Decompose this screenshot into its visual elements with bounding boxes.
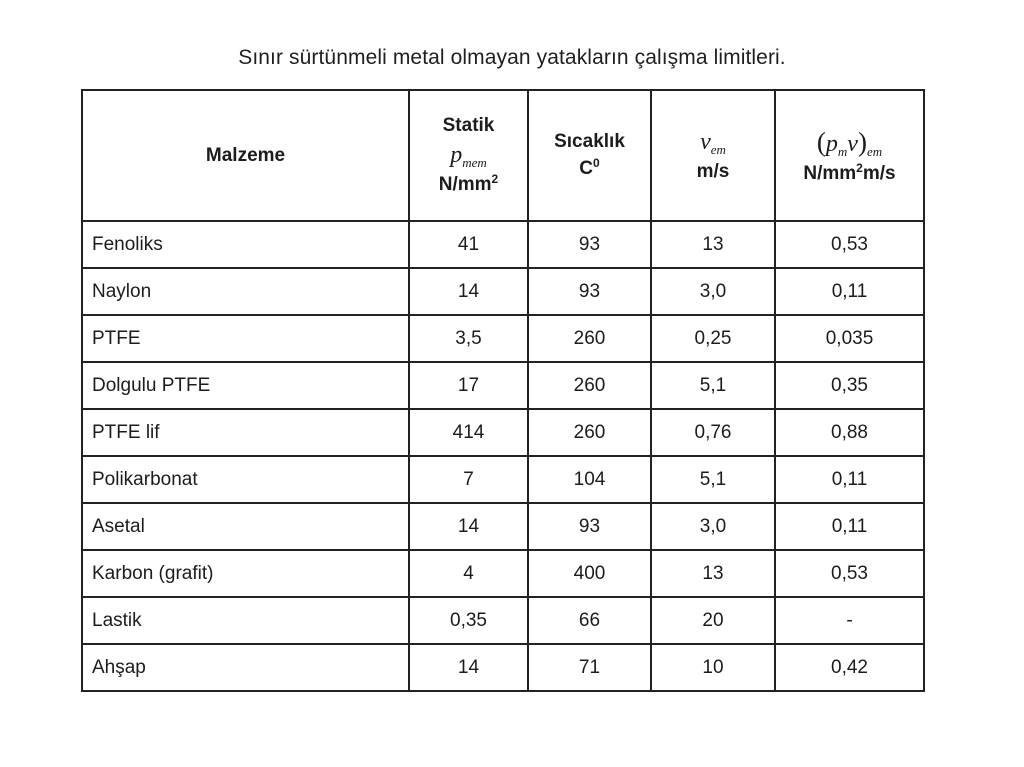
header-velocity-symbol — [652, 126, 774, 159]
cell-material: Ahşap — [82, 644, 409, 691]
table-row — [82, 644, 924, 691]
cell-material: PTFE lif — [82, 409, 409, 456]
temperature-unit: C — [579, 158, 594, 179]
table-row — [82, 409, 924, 456]
pv-symbol-p-sub: m — [837, 143, 848, 159]
table-row — [82, 221, 924, 268]
cell-pv: 0,53 — [775, 221, 924, 268]
cell-velocity: 13 — [651, 221, 775, 268]
cell-temperature: 260 — [528, 409, 651, 456]
cell-temperature: 260 — [528, 315, 651, 362]
cell-pressure: 14 — [409, 268, 528, 315]
header-pressure-label: Statik — [442, 115, 495, 137]
bearing-limits-table — [81, 89, 925, 692]
pv-unit-a: N/mm — [803, 163, 857, 185]
pv-symbol-p: p — [825, 130, 838, 157]
cell-material: Asetal — [82, 503, 409, 550]
table-header — [82, 90, 924, 221]
cell-material: Dolgulu PTFE — [82, 362, 409, 409]
cell-pressure: 4 — [409, 550, 528, 597]
header-pressure-symbol — [410, 139, 527, 172]
cell-pv: 0,035 — [775, 315, 924, 362]
header-velocity-unit: m/s — [696, 160, 730, 182]
header-material-label: Malzeme — [205, 144, 286, 166]
cell-material: Karbon (grafit) — [82, 550, 409, 597]
cell-material: Naylon — [82, 268, 409, 315]
cell-velocity: 5,1 — [651, 456, 775, 503]
header-pv — [775, 90, 924, 221]
header-temperature — [528, 90, 651, 221]
pv-symbol-sub: em — [866, 143, 883, 159]
cell-material: Polikarbonat — [82, 456, 409, 503]
cell-pressure: 41 — [409, 221, 528, 268]
cell-pressure: 3,5 — [409, 315, 528, 362]
cell-material: Fenoliks — [82, 221, 409, 268]
cell-material: Lastik — [82, 597, 409, 644]
cell-pressure: 14 — [409, 644, 528, 691]
cell-pv: 0,53 — [775, 550, 924, 597]
header-temperature-label: Sıcaklık — [554, 131, 625, 153]
cell-temperature: 400 — [528, 550, 651, 597]
cell-pv: 0,35 — [775, 362, 924, 409]
header-pressure — [409, 90, 528, 221]
pressure-symbol-sub: mem — [462, 154, 487, 170]
velocity-symbol-sub: em — [710, 142, 726, 158]
pressure-unit: N/mm — [438, 174, 492, 196]
pv-open-paren: ( — [816, 126, 826, 157]
table-row — [82, 362, 924, 409]
cell-pressure: 7 — [409, 456, 528, 503]
cell-velocity: 20 — [651, 597, 775, 644]
table-row — [82, 597, 924, 644]
table-row — [82, 503, 924, 550]
pressure-unit-sup: 2 — [491, 172, 499, 187]
table-row — [82, 268, 924, 315]
cell-pv: 0,88 — [775, 409, 924, 456]
cell-pv: - — [775, 597, 924, 644]
cell-pv: 0,42 — [775, 644, 924, 691]
header-row — [82, 90, 924, 221]
header-temperature-unit — [529, 155, 650, 182]
cell-velocity: 13 — [651, 550, 775, 597]
pv-symbol-v: v — [847, 130, 858, 157]
header-pv-symbol — [776, 124, 923, 161]
pv-close-paren: ) — [857, 126, 867, 157]
cell-velocity: 10 — [651, 644, 775, 691]
page-title: Sınır sürtünmeli metal olmayan yatakların çalışma limitleri. — [238, 46, 786, 69]
cell-temperature: 66 — [528, 597, 651, 644]
cell-pressure: 0,35 — [409, 597, 528, 644]
cell-pv: 0,11 — [775, 268, 924, 315]
pv-unit-sup: 2 — [856, 161, 863, 176]
cell-pressure: 414 — [409, 409, 528, 456]
cell-temperature: 93 — [528, 268, 651, 315]
cell-temperature: 104 — [528, 456, 651, 503]
cell-temperature: 71 — [528, 644, 651, 691]
cell-velocity: 0,25 — [651, 315, 775, 362]
cell-pv: 0,11 — [775, 456, 924, 503]
table-row — [82, 550, 924, 597]
cell-velocity: 5,1 — [651, 362, 775, 409]
cell-velocity: 0,76 — [651, 409, 775, 456]
header-pressure-unit — [410, 171, 527, 198]
cell-pv: 0,11 — [775, 503, 924, 550]
velocity-symbol: v — [700, 129, 711, 156]
header-material — [82, 90, 409, 221]
cell-temperature: 93 — [528, 503, 651, 550]
pressure-symbol: p — [450, 141, 463, 168]
table-body — [82, 221, 924, 691]
header-pv-unit — [776, 160, 923, 187]
cell-temperature: 93 — [528, 221, 651, 268]
cell-velocity: 3,0 — [651, 268, 775, 315]
table-row — [82, 456, 924, 503]
pv-unit-b: m/s — [862, 163, 896, 185]
cell-pressure: 17 — [409, 362, 528, 409]
cell-pressure: 14 — [409, 503, 528, 550]
cell-velocity: 3,0 — [651, 503, 775, 550]
header-velocity — [651, 90, 775, 221]
temperature-unit-sup: 0 — [593, 156, 600, 170]
cell-material: PTFE — [82, 315, 409, 362]
cell-temperature: 260 — [528, 362, 651, 409]
table-row — [82, 315, 924, 362]
